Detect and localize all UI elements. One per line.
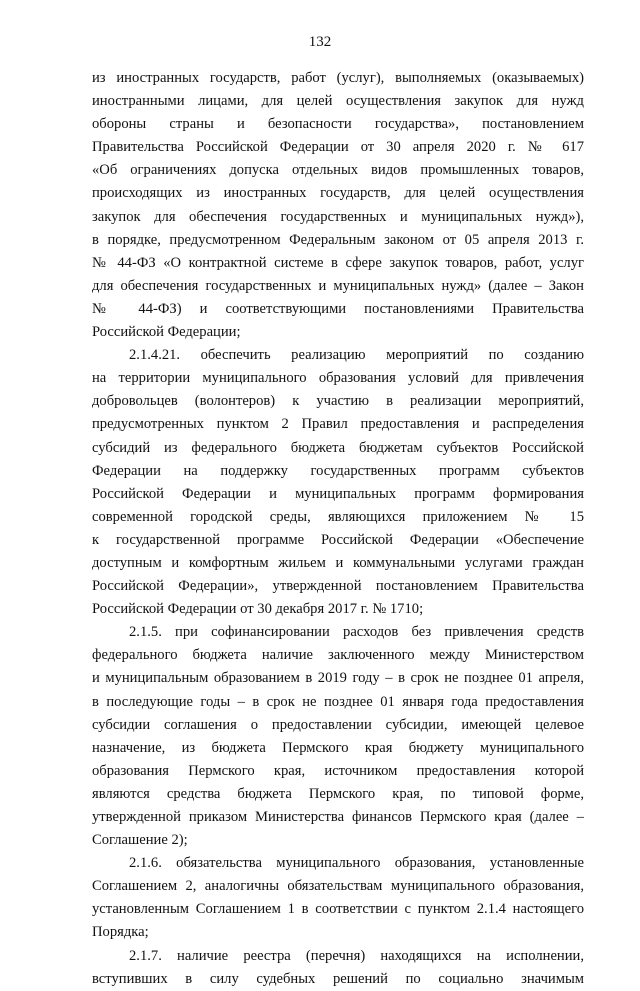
text-line: Порядка; [92, 924, 149, 941]
text-line: для обеспечения государственных и муниципальных нужд» (далее – Закон [92, 277, 584, 294]
text-line: Соглашением 2, аналогичны обязательствам муниципального образования, [92, 878, 584, 895]
text-line: № 44-ФЗ «О контрактной системе в сфере закупок товаров, работ, услуг [92, 254, 584, 271]
text-line: 2.1.4.21. обеспечить реализацию мероприятий по созданию [129, 347, 584, 364]
text-line: образования Пермского края, источником предоставления которой [92, 762, 584, 779]
text-line: Федерации на поддержку государственных программ субъектов [92, 462, 584, 479]
text-line: «Об ограничениях допуска отдельных видов промышленных товаров, [92, 162, 584, 179]
text-line: № 44-ФЗ) и соответствующими постановлениями Правительства [92, 300, 584, 317]
text-line: являются средства бюджета Пермского края, по типовой форме, [92, 785, 584, 802]
text-line: из иностранных государств, работ (услуг), выполняемых (оказываемых) [92, 70, 584, 86]
text-line: Российской Федерации и муниципальных программ формирования [92, 485, 584, 502]
text-line: Правительства Российской Федерации от 30 апреля 2020 г. № 617 [92, 139, 584, 156]
text-line: закупок для обеспечения государственных и муниципальных нужд»), [92, 208, 584, 225]
text-line: современной городской среды, являющихся приложением № 15 [92, 508, 584, 525]
text-line: иностранными лицами, для целей осуществления закупок для нужд [92, 93, 584, 110]
text-line: на территории муниципального образования условий для привлечения [92, 370, 584, 387]
text-line: происходящих из иностранных государств, для целей осуществления [92, 185, 584, 202]
page-number: 132 [308, 34, 332, 50]
document-body [92, 67, 584, 991]
text-line: утвержденной приказом Министерства финансов Пермского края (далее – [92, 809, 584, 825]
text-line: в порядке, предусмотренном Федеральным законом от 05 апреля 2013 г. [92, 231, 584, 248]
text-line: в последующие годы – в срок не позднее 01 января года предоставления [92, 693, 584, 710]
text-line: и муниципальным образованием в 2019 году – в срок не позднее 01 апреля, [92, 670, 584, 687]
text-line: Российской Федерации; [92, 324, 241, 341]
text-line: Российской Федерации от 30 декабря 2017 г. № 1710; [92, 601, 424, 618]
text-line: предусмотренных пунктом 2 Правил предоставления и распределения [92, 416, 584, 433]
text-line: 2.1.6. обязательства муниципального образования, установленные [129, 855, 584, 872]
text-line: установленным Соглашением 1 в соответствии с пунктом 2.1.4 настоящего [92, 901, 584, 918]
text-line: к государственной программе Российской Федерации «Обеспечение [92, 531, 584, 548]
text-line: назначение, из бюджета Пермского края бюджету муниципального [92, 739, 584, 756]
text-line: добровольцев (волонтеров) к участию в реализации мероприятий, [92, 393, 584, 410]
text-line: субсидии соглашения о предоставлении субсидии, имеющей целевое [92, 716, 584, 733]
text-line: Соглашение 2); [92, 832, 188, 849]
text-line: 2.1.7. наличие реестра (перечня) находящихся на исполнении, [129, 947, 584, 964]
text-line: Российской Федерации», утвержденной постановлением Правительства [92, 578, 584, 595]
text-line: субсидий из федерального бюджета бюджетам субъектов Российской [92, 439, 584, 456]
text-line: федерального бюджета наличие заключенного между Министерством [92, 647, 584, 664]
text-line: 2.1.5. при софинансировании расходов без привлечения средств [129, 624, 584, 641]
text-line: доступным и комфортным жильем и коммунальными услугами граждан [92, 554, 584, 571]
text-line: обороны страны и безопасности государства», постановлением [92, 116, 584, 133]
text-line: вступивших в силу судебных решений по социально значимым [92, 970, 584, 987]
